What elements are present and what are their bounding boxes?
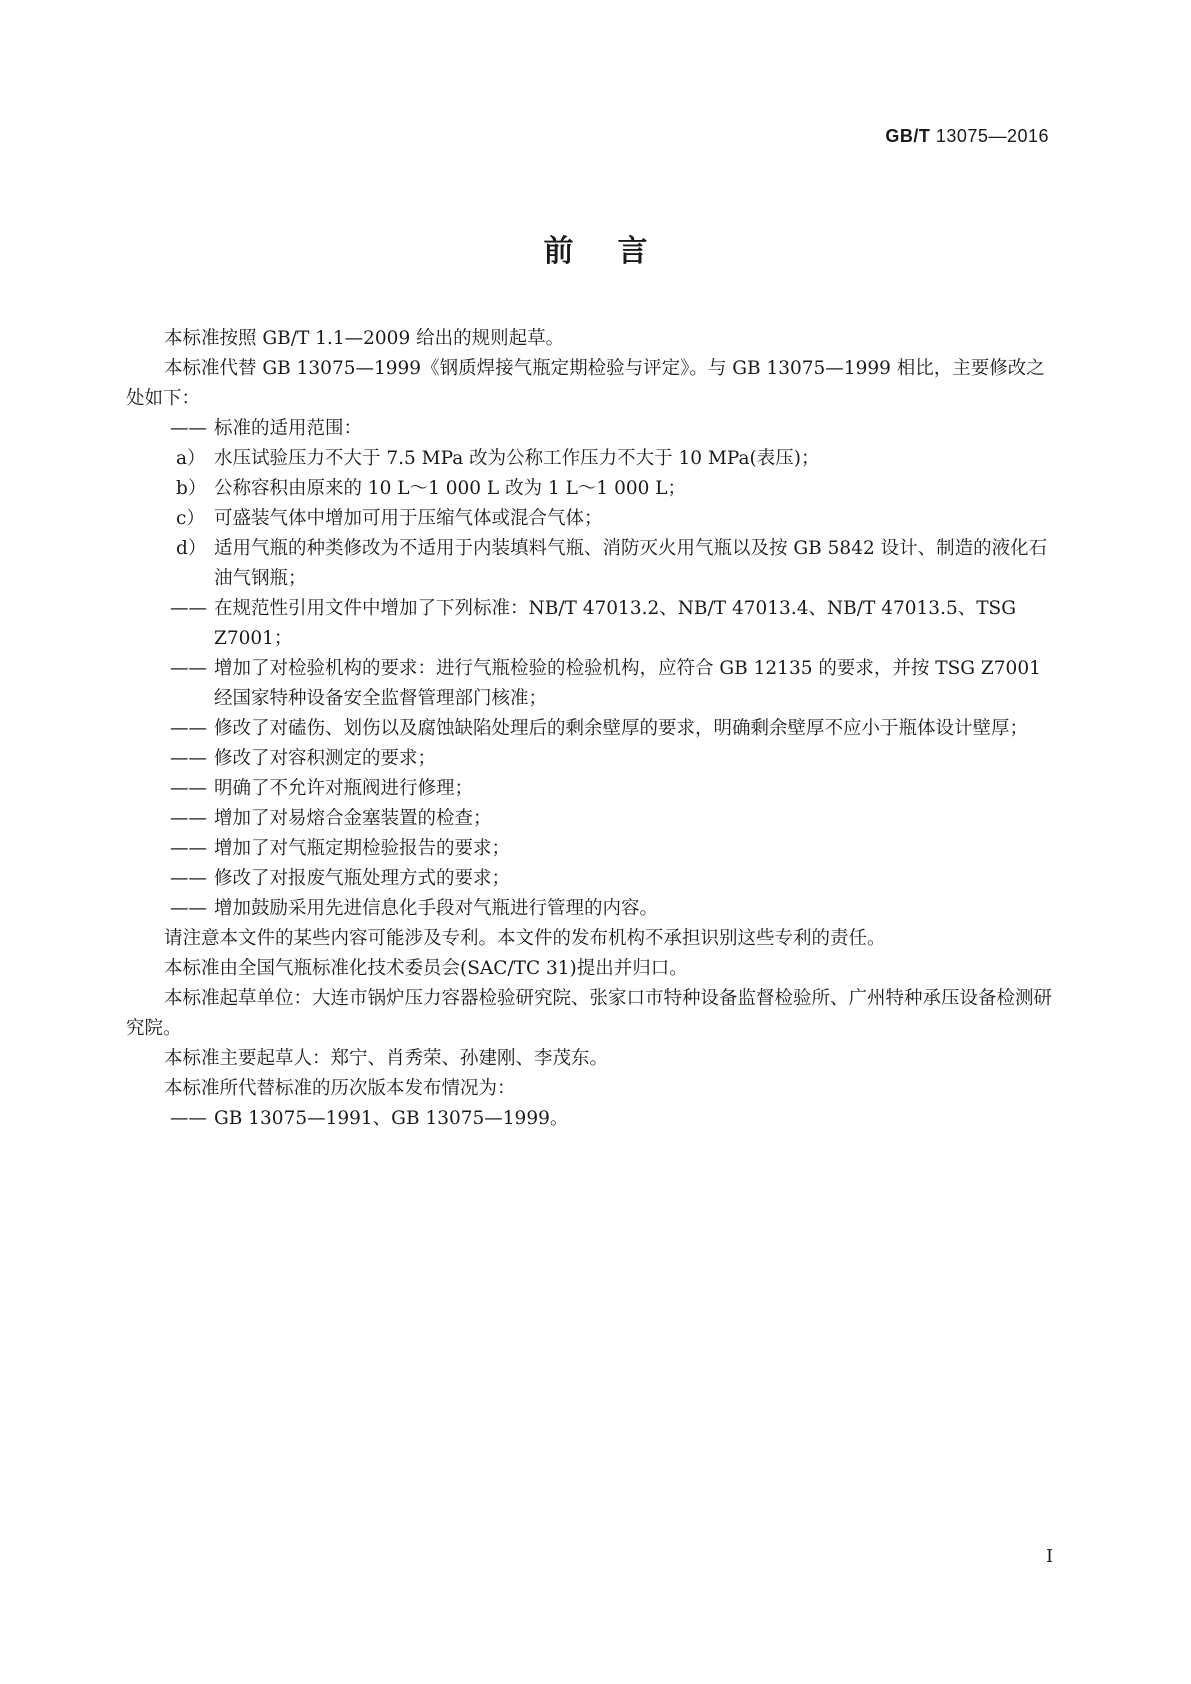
document-code (885, 126, 1049, 147)
change-text: 明确了不允许对瓶阀进行修理； (214, 778, 474, 799)
list-marker: b） (176, 478, 207, 499)
change-text: 增加鼓励采用先进信息化手段对气瓶进行管理的内容。 (214, 898, 659, 919)
list-text: 水压试验压力不大于 7.5 MPa 改为公称工作压力不大于 10 MPa(表压)； (214, 448, 820, 469)
list-text: 适用气瓶的种类修改为不适用于内装填料气瓶、消防灭火用气瓶以及按 GB 5842 设计、制造的液化石油气钢瓶； (214, 538, 1048, 589)
paragraph-drafting-rules: 本标准按照 GB/T 1.1—2009 给出的规则起草。 (164, 328, 565, 349)
dash-marker: —— (170, 748, 207, 769)
dash-marker: —— (170, 418, 207, 439)
change-item-scrapping (126, 864, 1056, 894)
paragraph-drafting-units: 本标准起草单位：大连市锅炉压力容器检验研究院、张家口市特种设备监督检验所、广州特种承压设备检测研究院。 (126, 988, 1053, 1039)
dash-marker: —— (170, 808, 207, 829)
change-item-inspection-body (126, 654, 1056, 714)
page-title: 前言 (543, 234, 692, 269)
dash-marker: —— (170, 598, 207, 619)
list-marker: d） (176, 538, 207, 559)
change-text: 标准的适用范围： (214, 418, 363, 439)
history-text: GB 13075—1991、GB 13075—1999。 (214, 1108, 569, 1129)
document-code-number: 13075—2016 (930, 126, 1049, 146)
dash-marker: —— (170, 838, 207, 859)
change-item-scope (126, 414, 1056, 444)
history-item (126, 1104, 1056, 1134)
change-text: 增加了对易熔合金塞装置的检查； (214, 808, 492, 829)
list-marker: c） (176, 508, 205, 529)
list-item-a (126, 444, 1056, 474)
change-text: 修改了对报废气瓶处理方式的要求； (214, 868, 511, 889)
document-code-prefix: GB/T (885, 126, 931, 146)
paragraph-patent-notice: 请注意本文件的某些内容可能涉及专利。本文件的发布机构不承担识别这些专利的责任。 (164, 928, 886, 949)
paragraph-drafters: 本标准主要起草人：郑宁、肖秀荣、孙建刚、李茂东。 (164, 1048, 609, 1069)
dash-marker: —— (170, 898, 207, 919)
change-text: 修改了对容积测定的要求； (214, 748, 437, 769)
document-body (126, 324, 1056, 1134)
change-item-wall-thickness (126, 714, 1056, 744)
list-marker: a） (176, 448, 206, 469)
dash-marker: —— (170, 718, 207, 739)
change-item-valve (126, 774, 1056, 804)
list-item-d (126, 534, 1056, 594)
change-item-information (126, 894, 1056, 924)
list-item-c (126, 504, 1056, 534)
change-text: 增加了对检验机构的要求：进行气瓶检验的检验机构，应符合 GB 12135 的要求，并按 TSG Z7001 经国家特种设备安全监督管理部门核准； (214, 658, 1041, 709)
paragraph-proposer: 本标准由全国气瓶标准化技术委员会(SAC/TC 31)提出并归口。 (164, 958, 688, 979)
change-text: 修改了对磕伤、划伤以及腐蚀缺陷处理后的剩余壁厚的要求，明确剩余壁厚不应小于瓶体设计壁厚； (214, 718, 1029, 739)
list-item-b (126, 474, 1056, 504)
change-item-references (126, 594, 1056, 654)
dash-marker: —— (170, 868, 207, 889)
list-text: 公称容积由原来的 10 L～1 000 L 改为 1 L～1 000 L； (214, 478, 687, 499)
dash-marker: —— (170, 1108, 207, 1129)
page-number: I (1046, 1546, 1054, 1567)
change-item-volume (126, 744, 1056, 774)
change-item-report (126, 834, 1056, 864)
change-text: 在规范性引用文件中增加了下列标准：NB/T 47013.2、NB/T 47013.4、NB/T 47013.5、TSG Z7001； (214, 598, 1017, 649)
dash-marker: —— (170, 658, 207, 679)
dash-marker: —— (170, 778, 207, 799)
list-text: 可盛装气体中增加可用于压缩气体或混合气体； (214, 508, 603, 529)
change-item-fusible-plug (126, 804, 1056, 834)
paragraph-replaces: 本标准代替 GB 13075—1999《钢质焊接气瓶定期检验与评定》。与 GB 13075—1999 相比，主要修改之处如下： (126, 358, 1045, 409)
paragraph-history-intro: 本标准所代替标准的历次版本发布情况为： (164, 1078, 516, 1099)
change-text: 增加了对气瓶定期检验报告的要求； (214, 838, 511, 859)
